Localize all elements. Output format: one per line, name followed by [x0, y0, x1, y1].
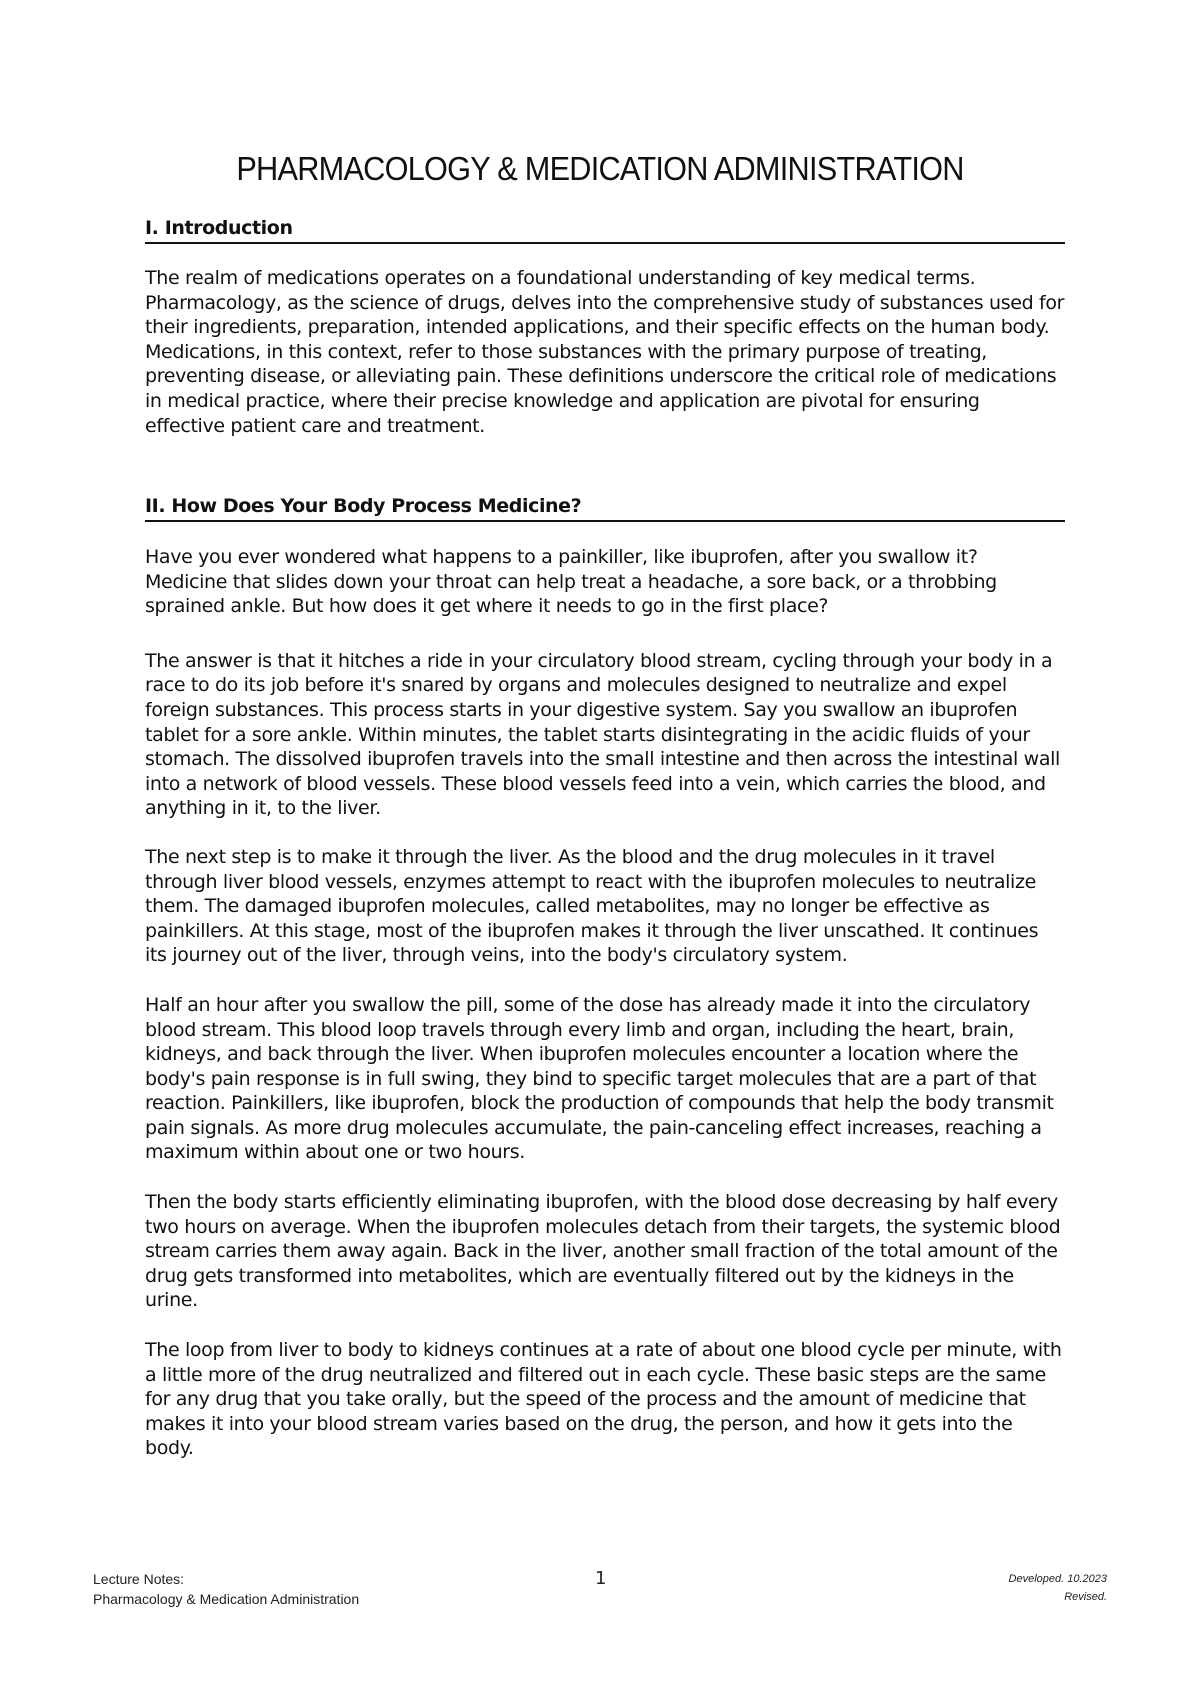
paragraph: The answer is that it hitches a ride in your circulatory blood stream, cycling through your body in a race to do its job before it's snared by organs and molecules designed to neutralize and expel foreign substances. This process starts in your digestive system. Say you swallow an ibuprofen tablet for a sore ankle. Within minutes, the tablet starts disintegrating in the acidic fluids of your stomach. The dissolved ibuprofen travels into the small intestine and then across the intestinal wall into a network of blood vessels. These blood vessels feed into a vein, which carries the blood, and anything in it, to the liver.	[145, 649, 1060, 820]
footer-course-title: Pharmacology & Medication Administration	[93, 1591, 360, 1607]
section-heading: II. How Does Your Body Process Medicine?	[145, 494, 1065, 522]
section-body-process	[145, 494, 1065, 1461]
footer-revision-info	[1009, 1570, 1107, 1606]
paragraph: The next step is to make it through the liver. As the blood and the drug molecules in it travel through liver blood vessels, enzymes attempt to react with the ibuprofen molecules to neutralize them. The damaged ibuprofen molecules, called metabolites, may no longer be effective as painkillers. At this stage, most of the ibuprofen makes it through the liver unscathed. It continues its journey out of the liver, through veins, into the body's circulatory system.	[145, 845, 1039, 967]
paragraph: Half an hour after you swallow the pill, some of the dose has already made it into the circulatory blood stream. This blood loop travels through every limb and organ, including the heart, brain, kidneys, and back through the liver. When ibuprofen molecules encounter a location where the body's pain response is in full swing, they bind to specific target molecules that are a part of that reaction. Painkillers, like ibuprofen, block the production of compounds that help the body transmit pain signals. As more drug molecules accumulate, the pain-canceling effect increases, reaching a maximum within about one or two hours.	[145, 993, 1054, 1164]
footer-developed-date: Developed. 10.2023	[1008, 1573, 1107, 1585]
footer-label: Lecture Notes:	[93, 1571, 185, 1587]
document-title: PHARMACOLOGY & MEDICATION ADMINISTRATION	[236, 150, 964, 187]
paragraph: The realm of medications operates on a foundational understanding of key medical terms. Pharmacology, as the science of drugs, delves into the comprehensive study of substances used for their ingredients, preparation, intended applications, and their specific effects on the human body. Medications, in this context, refer to those substances with the primary purpose of treating, preventing disease, or alleviating pain. These definitions underscore the critical role of medications in medical practice, where their precise knowledge and application are pivotal for ensuring effective patient care and treatment.	[145, 267, 1065, 437]
section-introduction	[145, 216, 1065, 438]
page-number: 1	[595, 1568, 607, 1589]
footer-course-info	[93, 1569, 359, 1609]
paragraph: Have you ever wondered what happens to a painkiller, like ibuprofen, after you swallow it? Medicine that slides down your throat can help treat a headache, a sore back, or a throbbing sprained ankle. But how does it get where it needs to go in the first place?	[145, 546, 997, 618]
footer-revised: Revised.	[1064, 1591, 1107, 1603]
paragraph: Then the body starts efficiently eliminating ibuprofen, with the blood dose decreasing by half every two hours on average. When the ibuprofen molecules detach from their targets, the systemic blood stream carries them away again. Back in the liver, another small fraction of the total amount of the drug gets transformed into metabolites, which are eventually filtered out by the kidneys in the urine.	[145, 1191, 1061, 1312]
paragraph: The loop from liver to body to kidneys continues at a rate of about one blood cycle per minute, with a little more of the drug neutralized and filtered out in each cycle. These basic steps are the same for any drug that you take orally, but the speed of the process and the amount of medicine that makes it into your blood stream varies based on the drug, the person, and how it gets into the body.	[145, 1339, 1062, 1460]
section-heading: I. Introduction	[145, 216, 1065, 244]
